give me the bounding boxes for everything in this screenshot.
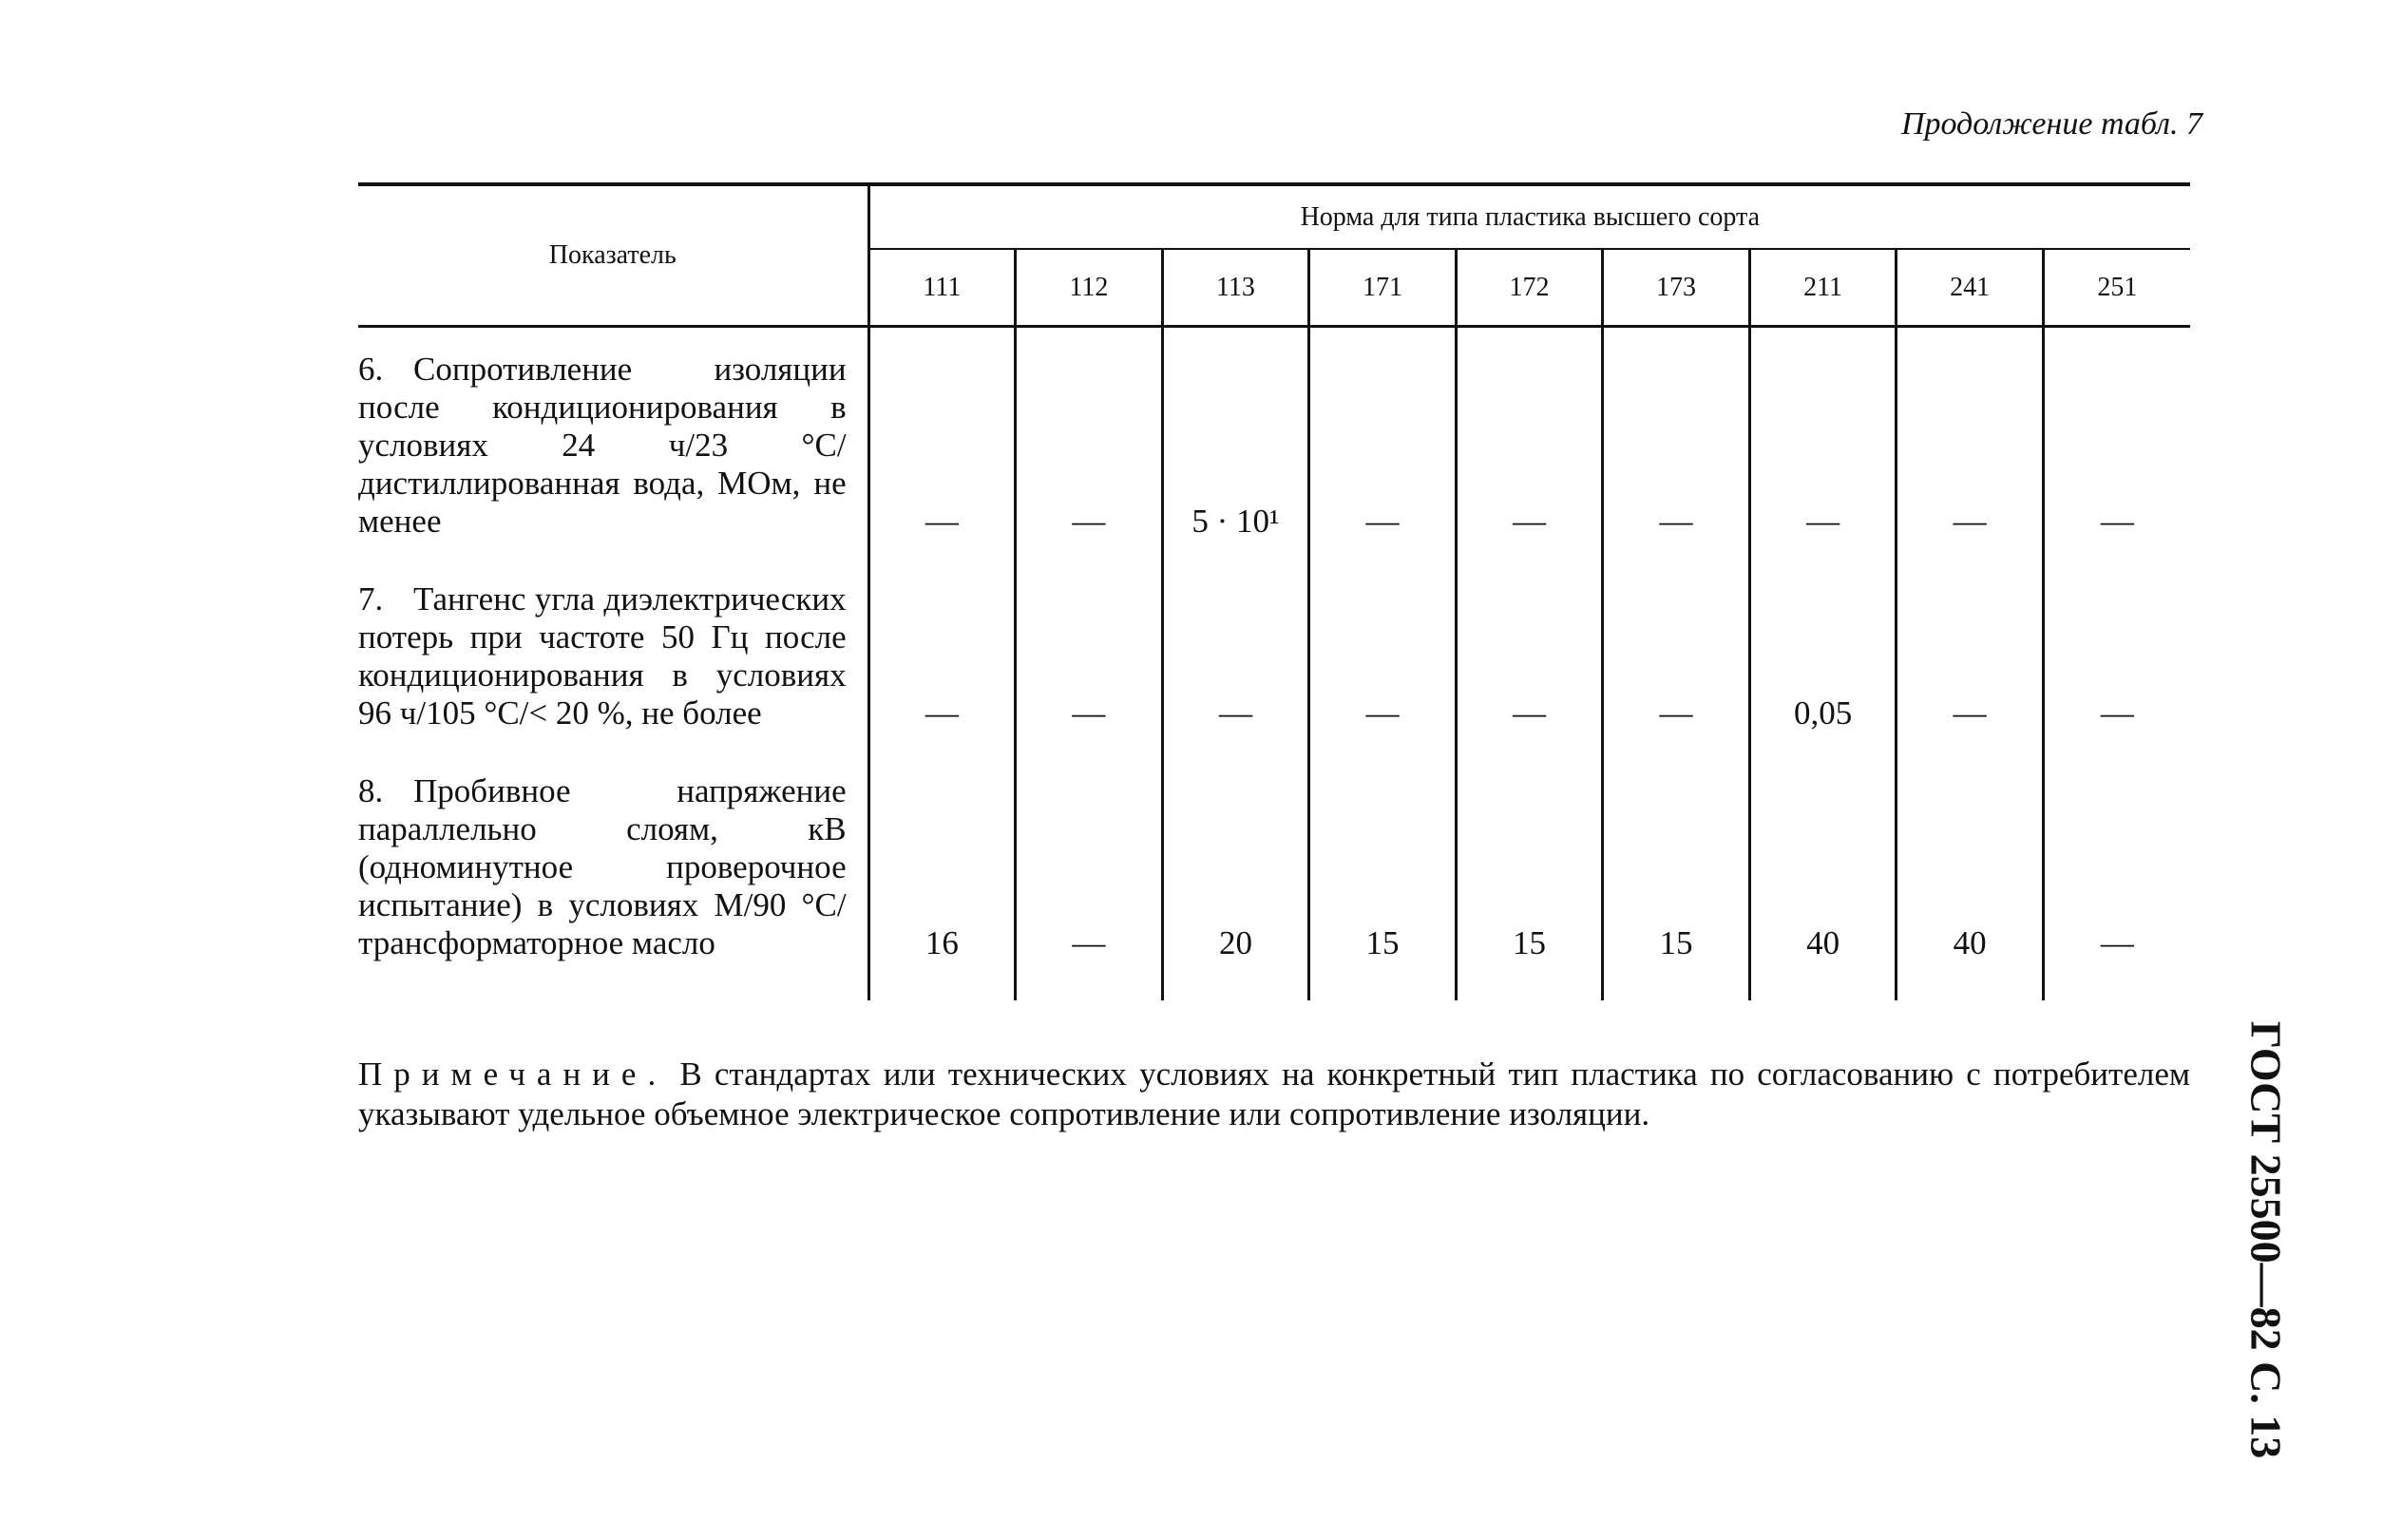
table-continuation-label: Продолжение табл. 7	[1900, 106, 2202, 142]
indicator-cell	[358, 732, 868, 1000]
type-header-172: 172	[1456, 249, 1603, 326]
table-row	[358, 541, 2190, 732]
value-cell: —	[1309, 327, 1457, 542]
value-cell: —	[1016, 541, 1163, 732]
value-cell: —	[1016, 732, 1163, 1000]
row-number: 6.	[358, 351, 384, 388]
type-header-113: 113	[1162, 249, 1309, 326]
row-number: 7.	[358, 580, 384, 618]
type-header-241: 241	[1897, 249, 2044, 326]
value-cell: 40	[1897, 732, 2044, 1000]
indicator-column-header: Показатель	[358, 184, 868, 327]
indicator-text: Пробивное напряжение параллельно слоям, кВ (одноминутное проверочное испытание) в условиях М/90 °С/трансформаторное масло	[358, 772, 847, 961]
value-cell: —	[1749, 327, 1897, 542]
value-cell: —	[1016, 327, 1163, 542]
indicator-text: Сопротивление изоляции после кондиционирования в условиях 24 ч/23 °С/дистиллированная вода, МОм, не менее	[358, 351, 847, 540]
value-cell: —	[868, 327, 1016, 542]
norms-table-container	[358, 182, 2190, 1000]
note-label: Примечание.	[358, 1055, 668, 1093]
value-cell: —	[1456, 327, 1603, 542]
value-cell: —	[1897, 541, 2044, 732]
type-header-173: 173	[1603, 249, 1750, 326]
value-cell: 40	[1749, 732, 1897, 1000]
type-header-112: 112	[1016, 249, 1163, 326]
type-header-211: 211	[1749, 249, 1897, 326]
norm-group-header: Норма для типа пластика высшего сорта	[868, 184, 2190, 249]
table-row	[358, 327, 2190, 542]
standard-page-label-text: ГОСТ 25500—82 С. 13	[2241, 1020, 2291, 1459]
norms-table	[358, 182, 2190, 1000]
value-cell: —	[868, 541, 1016, 732]
type-header-111: 111	[868, 249, 1016, 326]
value-cell: 15	[1456, 732, 1603, 1000]
value-cell: 15	[1603, 732, 1750, 1000]
standard-page-label	[2223, 1020, 2309, 1459]
value-cell: 0,05	[1749, 541, 1897, 732]
value-cell: —	[1456, 541, 1603, 732]
value-cell: —	[1603, 327, 1750, 542]
type-header-171: 171	[1309, 249, 1457, 326]
value-cell: —	[2100, 924, 2134, 961]
value-cell: 5 · 10¹	[1162, 327, 1309, 542]
indicator-cell	[358, 327, 868, 542]
value-cell: —	[1309, 541, 1457, 732]
value-cell: —	[2100, 694, 2134, 732]
indicator-text: Тангенс угла диэлектрических потерь при частоте 50 Гц после кондиционирования в условиях 96 ч/105 °С/< 20 %, не более	[358, 580, 847, 732]
value-cell: —	[1162, 541, 1309, 732]
note-text: В стандартах или технических условиях на конкретный тип пластика по согласованию с потребителем указывают удельное объемное электрическое сопротивление или сопротивление изоляции.	[358, 1055, 2191, 1132]
value-cell: 15	[1309, 732, 1457, 1000]
type-header-251: 251	[2043, 249, 2190, 326]
indicator-cell	[358, 541, 868, 732]
table-row	[358, 732, 2190, 1000]
row-number: 8.	[358, 772, 384, 809]
value-cell: 16	[868, 732, 1016, 1000]
value-cell: —	[1897, 327, 2044, 542]
table-note	[358, 1055, 2190, 1134]
value-cell: 20	[1162, 732, 1309, 1000]
value-cell: —	[2100, 503, 2134, 540]
value-cell: —	[1603, 541, 1750, 732]
